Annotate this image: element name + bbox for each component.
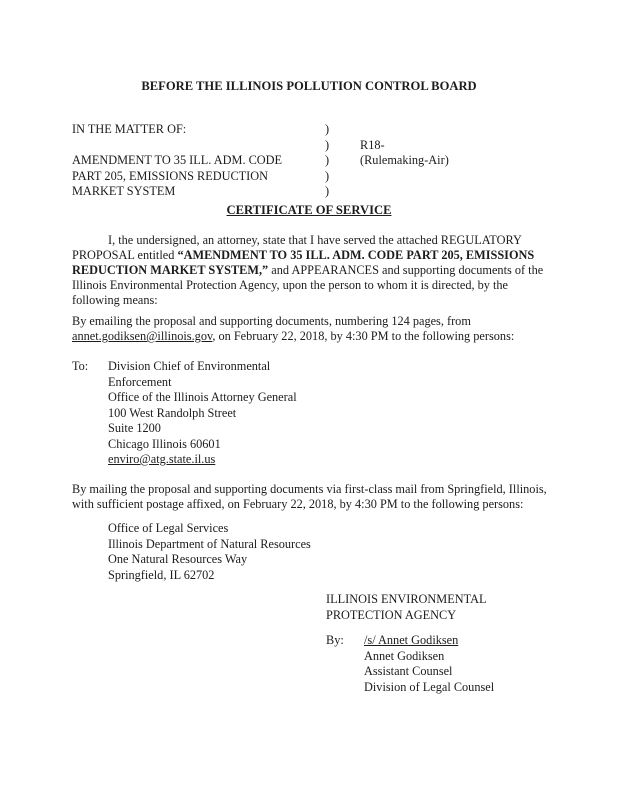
signature-agency	[326, 592, 487, 623]
by-label: By:	[326, 633, 344, 647]
caption-left	[72, 122, 282, 200]
sender-email-link[interactable]: annet.godiksen@illinois.gov	[72, 329, 213, 343]
signer-name: Annet Godiksen	[364, 648, 445, 663]
caption-bracket: )	[325, 168, 330, 183]
caption-right-line	[360, 169, 449, 185]
address-line: Illinois Department of Natural Resources	[108, 536, 311, 551]
email-text-2: , on February 22, 2018, by 4:30 PM to the following persons:	[212, 329, 515, 343]
caption-bracket: )	[325, 137, 330, 152]
mail-paragraph: By mailing the proposal and supporting documents via first-class mail from Springfield, Illinois, with sufficient postage affixed, on February 22, 2018, by 4:30 PM to the following persons:	[72, 482, 547, 511]
address-line: Office of the Illinois Attorney General	[108, 390, 297, 404]
address-line: 100 West Randolph Street	[108, 405, 237, 420]
caption-left-line	[72, 138, 282, 154]
caption-left-line: IN THE MATTER OF:	[72, 122, 187, 136]
address-line: Springfield, IL 62702	[108, 567, 215, 582]
recipient-email-link[interactable]: enviro@atg.state.il.us	[108, 452, 216, 466]
caption-right-line	[360, 184, 449, 200]
caption-bracket: )	[325, 184, 330, 198]
electronic-signature: /s/ Annet Godiksen	[364, 633, 459, 647]
address-line: Suite 1200	[108, 421, 161, 435]
certificate-title: CERTIFICATE OF SERVICE	[226, 203, 392, 217]
caption-right	[360, 122, 449, 200]
intro-quoted-title: “AMENDMENT TO 35 ILL. ADM. CODE PART 205, EMISSIONS REDUCTION MARKET SYSTEM,”	[72, 248, 535, 277]
address-line: Division Chief of Environmental	[108, 359, 271, 373]
email-text-1: By emailing the proposal and supporting documents, numbering 124 pages, from	[72, 314, 471, 328]
signer-division: Division of Legal Counsel	[364, 679, 495, 694]
caption-left-line: PART 205, EMISSIONS REDUCTION	[72, 168, 269, 183]
document-heading: BEFORE THE ILLINOIS POLLUTION CONTROL BOARD	[141, 79, 477, 93]
email-paragraph	[72, 314, 548, 344]
caption-left-line: AMENDMENT TO 35 ILL. ADM. CODE	[72, 153, 283, 167]
address-line: Office of Legal Services	[108, 521, 229, 535]
address-line: One Natural Resources Way	[108, 552, 248, 566]
caption-left-line: MARKET SYSTEM	[72, 184, 176, 198]
caption-right-line: R18-	[360, 137, 385, 152]
to-label: To:	[72, 359, 89, 373]
caption-right-line: (Rulemaking-Air)	[360, 153, 449, 167]
caption-right-line	[360, 122, 449, 138]
signature-block	[364, 633, 494, 695]
address-line: Chicago Illinois 60601	[108, 436, 221, 451]
intro-text-2: and APPEARANCES and supporting documents of the Illinois Environmental Protection Agency, upon the person to whom it is directed, by the following means:	[72, 263, 544, 307]
intro-paragraph	[72, 233, 548, 308]
agency-line: PROTECTION AGENCY	[326, 607, 457, 622]
signer-title: Assistant Counsel	[364, 664, 453, 678]
recipient-2-address	[108, 521, 311, 583]
address-line: Enforcement	[108, 374, 172, 389]
caption-bracket: )	[325, 122, 330, 136]
intro-text-1: I, the undersigned, an attorney, state that I have served the attached REGULATORY PROPOSAL entitled	[72, 233, 522, 262]
caption-brackets	[325, 122, 329, 200]
recipient-1-address	[108, 359, 297, 468]
caption-bracket: )	[325, 153, 330, 167]
agency-line: ILLINOIS ENVIRONMENTAL	[326, 592, 487, 606]
